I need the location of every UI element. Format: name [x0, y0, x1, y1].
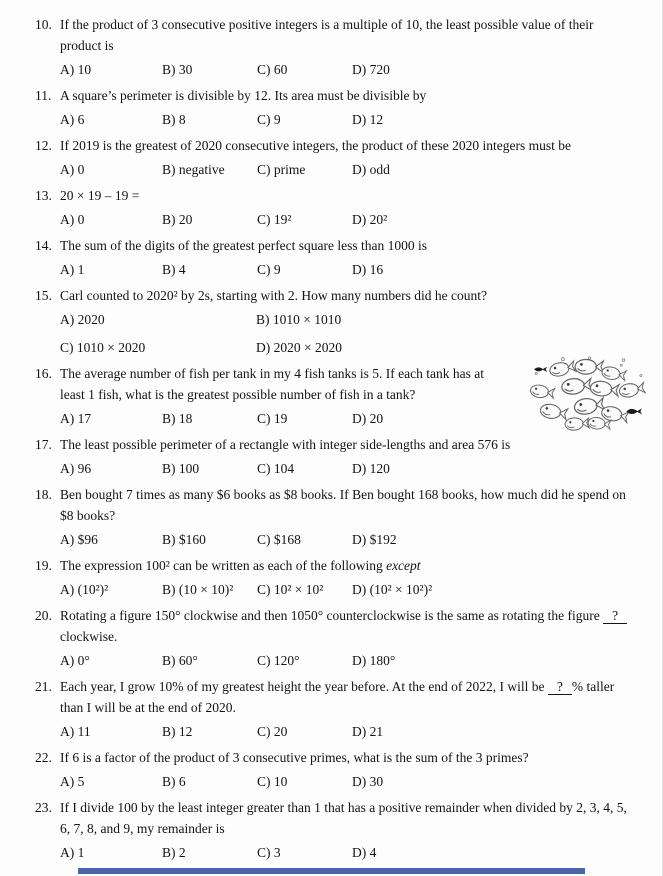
question-text — [60, 14, 618, 56]
question-line: A square’s perimeter is divisible by 12. Its area must be divisible by — [60, 88, 427, 103]
choice-A: A) 17 — [60, 411, 92, 426]
question-text — [60, 135, 618, 156]
choice-A: A) (10²)² — [60, 582, 109, 597]
question-line: The average number of fish per tank in my 4 fish tanks is 5. If each tank has at — [60, 366, 484, 381]
answer-blank: ? — [548, 679, 572, 695]
question-number: 15. — [35, 288, 52, 303]
question-line: clockwise. — [60, 629, 118, 644]
choice-D: D) 720 — [352, 62, 390, 77]
choice-B: B) 6 — [162, 774, 186, 789]
choice-A: A) 0 — [60, 162, 85, 177]
question-text — [60, 484, 626, 526]
choice-A: A) 0 — [60, 212, 85, 227]
question-number: 23. — [35, 800, 52, 815]
question-line: Each year, I grow 10% of my greatest height the year before. At the end of 2022, I will be ? % taller — [60, 679, 615, 694]
question-number: 16. — [35, 366, 52, 381]
question-number: 12. — [35, 138, 52, 153]
choice-C: C) 60 — [257, 62, 288, 77]
question-14 — [35, 235, 618, 280]
choice-B: B) 60° — [162, 653, 198, 668]
choice-B: B) 20 — [162, 212, 193, 227]
question-number: 21. — [35, 679, 52, 694]
answer-choices — [60, 458, 618, 479]
choice-D: D) 20² — [352, 212, 388, 227]
question-16 — [35, 363, 618, 429]
answer-blank: ? — [603, 608, 627, 624]
choice-A: A) 1 — [60, 845, 85, 860]
choice-B: B) 8 — [162, 112, 186, 127]
question-text — [60, 85, 618, 106]
question-22 — [35, 747, 618, 792]
question-text — [60, 605, 627, 647]
choice-C: C) 19² — [257, 212, 292, 227]
choice-D: D) $192 — [352, 532, 397, 547]
answer-choices — [60, 579, 618, 600]
choice-C: C) 20 — [257, 724, 288, 739]
choice-D: D) 180° — [352, 653, 396, 668]
question-19 — [35, 555, 618, 600]
answer-choices — [60, 650, 618, 671]
choice-A: A) 1 — [60, 262, 85, 277]
question-23 — [35, 797, 627, 863]
choice-D: D) 2020 × 2020 — [256, 340, 342, 355]
question-line: If 2019 is the greatest of 2020 consecutive integers, the product of these 2020 integers must be — [60, 138, 571, 153]
question-13 — [35, 185, 618, 230]
question-21 — [35, 676, 618, 742]
question-line: Carl counted to 2020² by 2s, starting with 2. How many numbers did he count? — [60, 288, 487, 303]
question-text — [60, 285, 618, 306]
choice-B: B) 12 — [162, 724, 193, 739]
question-text — [60, 185, 618, 206]
question-number: 22. — [35, 750, 52, 765]
question-number: 11. — [35, 88, 52, 103]
question-10 — [35, 14, 618, 80]
question-line: If I divide 100 by the least integer greater than 1 that has a positive remainder when divided by 2, 3, 4, 5, — [60, 800, 627, 815]
choice-B: B) negative — [162, 162, 225, 177]
answer-choices — [60, 721, 618, 742]
question-number: 17. — [35, 437, 52, 452]
answer-choices — [60, 529, 618, 550]
question-text — [60, 797, 627, 839]
answer-choices — [60, 842, 618, 863]
choice-B: B) $160 — [162, 532, 206, 547]
question-12 — [35, 135, 618, 180]
answer-choices — [60, 209, 618, 230]
question-text — [60, 434, 618, 455]
question-line: If the product of 3 consecutive positive integers is a multiple of 10, the least possible value of their — [60, 17, 594, 32]
question-text — [60, 676, 618, 718]
question-line: Ben bought 7 times as many $6 books as $8 books. If Ben bought 168 books, how much did he spend on — [60, 487, 626, 502]
choice-B: B) (10 × 10)² — [162, 582, 234, 597]
choice-B: B) 100 — [162, 461, 200, 476]
question-number: 14. — [35, 238, 52, 253]
question-line: product is — [60, 38, 114, 53]
choice-A: A) $96 — [60, 532, 98, 547]
question-number: 13. — [35, 188, 52, 203]
choice-C: C) 10 — [257, 774, 288, 789]
choice-B: B) 2 — [162, 845, 186, 860]
question-line: least 1 fish, what is the greatest possible number of fish in a tank? — [60, 387, 416, 402]
choice-D: D) 12 — [352, 112, 384, 127]
question-line: The sum of the digits of the greatest perfect square less than 1000 is — [60, 238, 428, 253]
choice-C: C) 120° — [257, 653, 300, 668]
question-line: 20 × 19 – 19 = — [60, 188, 140, 203]
choice-C: C) $168 — [257, 532, 301, 547]
answer-choices — [60, 159, 618, 180]
question-17 — [35, 434, 618, 479]
question-18 — [35, 484, 626, 550]
choice-C: C) 1010 × 2020 — [60, 340, 146, 355]
choice-B: B) 1010 × 1010 — [256, 312, 342, 327]
answer-choices — [60, 109, 618, 130]
question-line: 6, 7, 8, and 9, my remainder is — [60, 821, 225, 836]
question-number: 20. — [35, 608, 52, 623]
question-20 — [35, 605, 618, 671]
question-text — [60, 555, 618, 576]
choice-C: C) 19 — [257, 411, 288, 426]
choice-D: D) 16 — [352, 262, 384, 277]
fish-cluster-illustration — [528, 355, 646, 433]
choice-B: B) 4 — [162, 262, 186, 277]
choice-A: A) 11 — [60, 724, 91, 739]
question-line: If 6 is a factor of the product of 3 consecutive primes, what is the sum of the 3 primes? — [60, 750, 529, 765]
question-line: Rotating a figure 150° clockwise and then 1050° counterclockwise is the same as rotating the figure ? — [60, 605, 627, 626]
question-line: The least possible perimeter of a rectangle with integer side-lengths and area 576 is — [60, 437, 511, 452]
question-11 — [35, 85, 618, 130]
choice-C: C) 104 — [257, 461, 295, 476]
question-line: The expression 100² can be written as each of the following except — [60, 558, 421, 573]
footer-banner-edge — [78, 868, 585, 874]
choice-D: D) 21 — [352, 724, 384, 739]
choice-A: A) 0° — [60, 653, 90, 668]
choice-A: A) 2020 — [60, 312, 105, 327]
choice-D: D) (10² × 10²)² — [352, 582, 433, 597]
question-list — [35, 14, 627, 863]
answer-choices — [60, 59, 618, 80]
answer-choices — [60, 309, 618, 358]
question-number: 10. — [35, 17, 52, 32]
choice-B: B) 18 — [162, 411, 193, 426]
choice-C: C) 10² × 10² — [257, 582, 324, 597]
answer-choices — [60, 771, 618, 792]
answer-choices — [60, 259, 618, 280]
choice-D: D) odd — [352, 162, 390, 177]
choice-A: A) 5 — [60, 774, 85, 789]
choice-B: B) 30 — [162, 62, 193, 77]
choice-D: D) 30 — [352, 774, 384, 789]
question-line: $8 books? — [60, 508, 116, 523]
choice-D: D) 120 — [352, 461, 390, 476]
choice-C: C) prime — [257, 162, 306, 177]
question-15 — [35, 285, 618, 358]
choice-D: D) 20 — [352, 411, 384, 426]
choice-C: C) 9 — [257, 112, 281, 127]
question-number: 18. — [35, 487, 52, 502]
choice-A: A) 96 — [60, 461, 92, 476]
question-line: than I will be at the end of 2020. — [60, 700, 236, 715]
question-number: 19. — [35, 558, 52, 573]
question-text — [60, 747, 618, 768]
question-text — [60, 235, 618, 256]
choice-D: D) 4 — [352, 845, 377, 860]
choice-C: C) 3 — [257, 845, 281, 860]
choice-C: C) 9 — [257, 262, 281, 277]
choice-A: A) 6 — [60, 112, 85, 127]
choice-A: A) 10 — [60, 62, 92, 77]
